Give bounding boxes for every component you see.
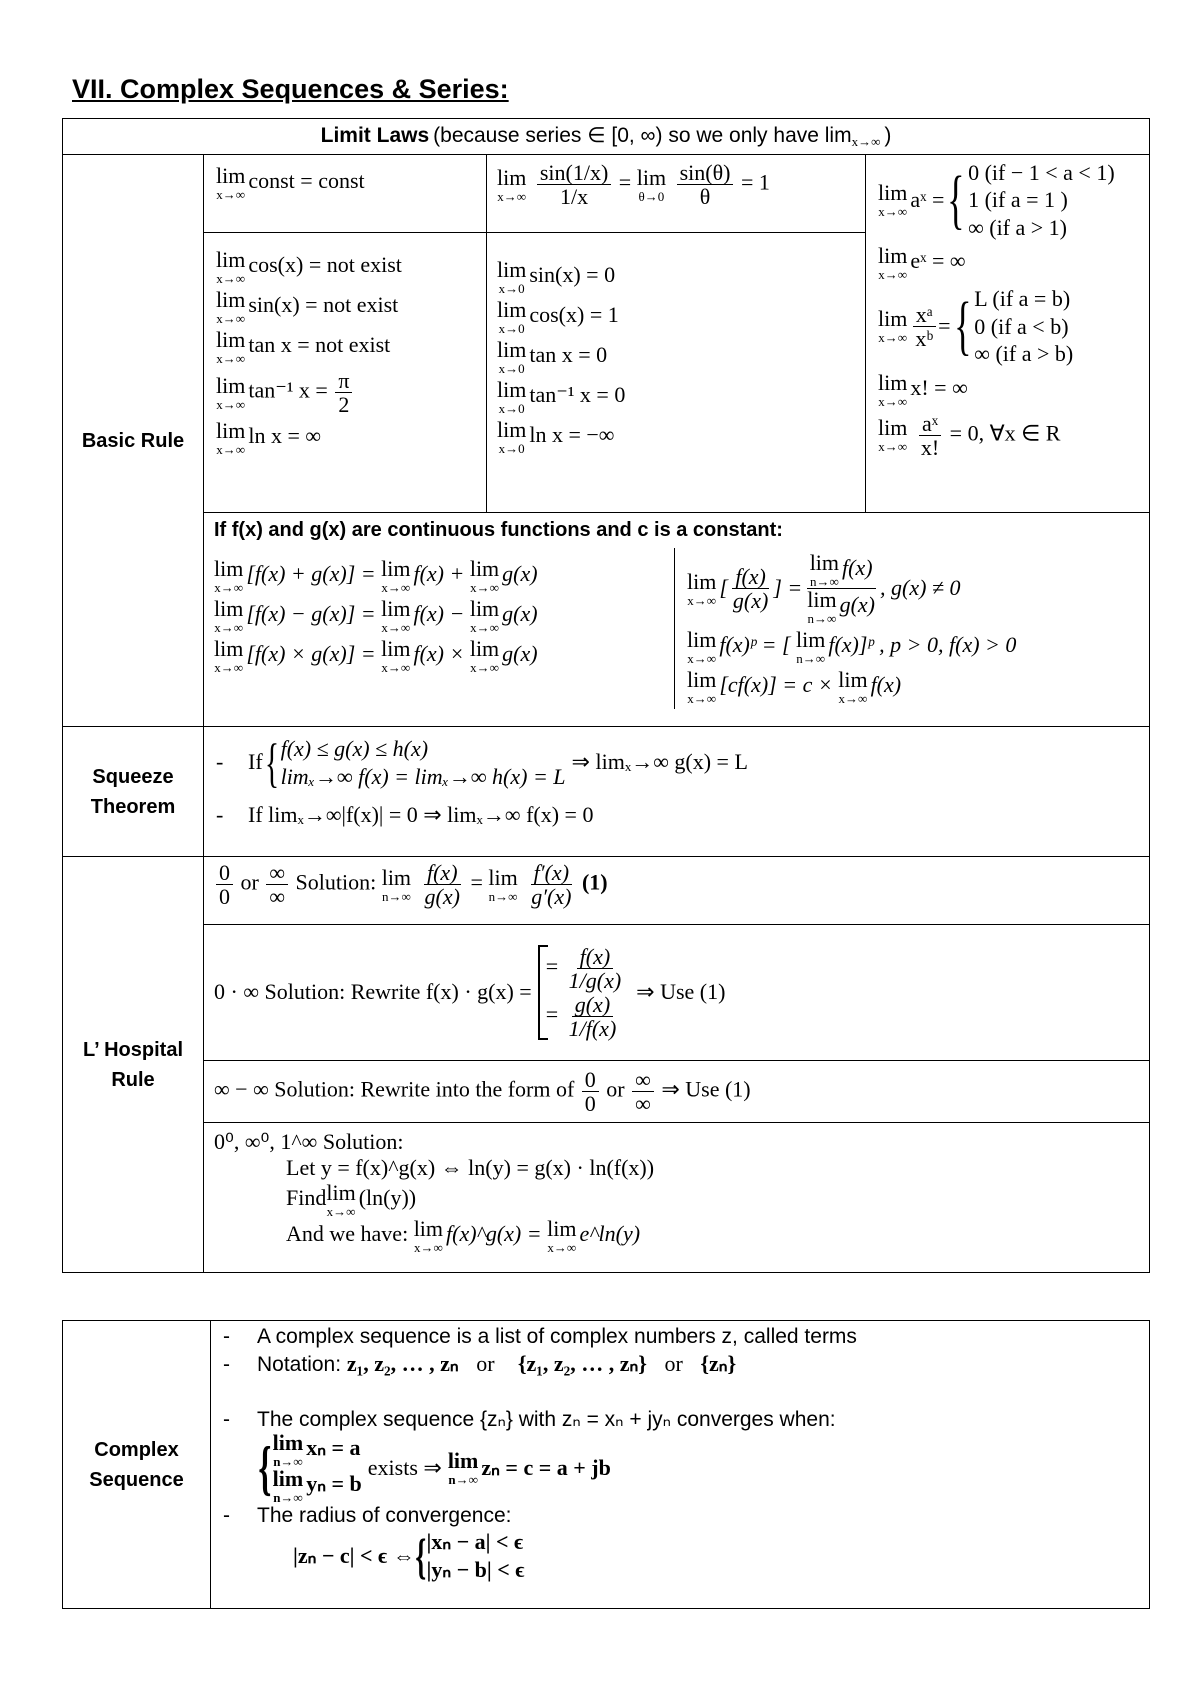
lhospital-r4: 0⁰, ∞⁰, 1^∞ Solution: Let y = f(x)^g(x) ⇔ ln(y) = g(x) · ln(f(x)) Find lim x→∞ (ln(y)) And we have: lim x→∞ f(x)^g(x) = lim x→∞ e^ln(y) <box>204 1123 1150 1273</box>
limit-laws-close: ) <box>884 124 892 148</box>
basic-r1c1: lim x→∞ const = const <box>204 155 487 233</box>
lhospital-r3: ∞ − ∞ Solution: Rewrite into the form of $\frac{0}{0}$ or $\frac{\infty}{\infty}$ ⇒ Use (1) <box>204 1061 1150 1123</box>
squeeze-content: - If { f(x) ≤ g(x) ≤ h(x) limₓ→∞ f(x) = limₓ→∞ h(x) = L ⇒ limₓ→∞ g(x) = L - If limₓ→∞|f(x)| = 0 ⇒ limₓ→∞ f(x) = 0 <box>204 727 1150 857</box>
continuous-right: lim x→∞ [ $\frac{f(x)}{g(x)}$ ] = lim n→∞ f(x) lim n→∞ g(x) , g(x) ≠ 0 lim x→∞ f(x)ᵖ = [ lim n→∞ f(x)]ᵖ , p > 0, f(x) > 0 lim x→∞ [cf(x)] = c × lim x→∞ f(x) <box>687 550 1017 706</box>
continuous-functions <box>204 513 1150 727</box>
lhospital-r2: 0 · ∞ Solution: Rewrite f(x) · g(x) = = $\frac{f(x)}{1/g(x)}$ = $\frac{g(x)}{1/f(x)}$ ⇒ Use (1) <box>204 925 1150 1061</box>
complex-sequence-label: Complex Sequence <box>63 1321 211 1609</box>
limit-laws-sub: x→∞ <box>851 134 881 150</box>
continuous-header: If f(x) and g(x) are continuous functions and c is a constant: <box>214 519 783 541</box>
lhospital-r1: $\frac{0}{0}$ or $\frac{\infty}{\infty}$ Solution: lim n→∞ $\frac{f(x)}{g(x)}$ = lim n→∞ $\frac{f'(x)}{g'(x)}$ (1) <box>204 857 1150 925</box>
limit-laws-title: Limit Laws <box>320 124 430 148</box>
lhospital-label: L’ Hospital Rule <box>63 857 204 1273</box>
page-title: VII. Complex Sequences & Series: <box>72 74 509 104</box>
basic-c1: lim x→∞ cos(x) = not exist lim x→∞ sin(x) = not exist lim x→∞ tan x = not exist lim x→∞ tan⁻¹ x = $\frac{\pi}{2}$ lim x→∞ ln x = ∞ <box>204 233 487 513</box>
complex-sequence-content: - A complex sequence is a list of complex numbers z, called terms - Notation: z₁, z₂, … , zₙ or {z₁, z₂, … , zₙ} or {zₙ} - The complex sequence {zₙ} with zₙ = xₙ + jyₙ converges when: { lim n→∞ xₙ = a lim n→∞ yₙ = b exists ⇒ lim n→∞ zₙ = c = a + jb - The radius of convergence: |zₙ − c| < ϵ ⇔ { |xₙ − a| < ϵ |yₙ − b| < ϵ <box>211 1321 1150 1609</box>
complex-def: A complex sequence is a list of complex numbers z, called terms <box>257 1325 857 1348</box>
limit-laws-table <box>62 118 1150 1273</box>
squeeze-label: Squeeze Theorem <box>63 727 204 857</box>
basic-r1c2: lim x→∞ $\frac{\sin(1/x)}{1/x}$ = lim θ→0 $\frac{\sin(\theta)}{\theta}$ = 1 <box>487 155 866 233</box>
basic-c3: lim x→∞ aˣ = { 0 (if − 1 < a < 1) 1 (if a = 1 ) ∞ (if a > 1) lim x→∞ eˣ = ∞ lim x→∞ $\frac{\text{xᵃ}}{\text{xᵇ}}$ = { L (if a = b) 0 (if a < b) ∞ (if a > b) lim x→∞ x! = ∞ lim x→∞ $\frac{\text{aˣ}}{x!}$ = 0, ∀x ∈ R <box>866 155 1150 513</box>
limit-laws-note: (because series ∈ [0, ∞) so we only have lim <box>433 124 852 148</box>
basic-c2: lim x→0 sin(x) = 0 lim x→0 cos(x) = 1 lim x→0 tan x = 0 lim x→0 tan⁻¹ x = 0 lim x→0 ln x = −∞ <box>487 233 866 513</box>
basic-rule-label: Basic Rule <box>63 155 204 727</box>
limit-laws-header <box>63 119 1150 155</box>
continuous-left: lim x→∞ [f(x) + g(x)] = lim x→∞ f(x) + lim x→∞ g(x) lim x→∞ [f(x) − g(x)] = lim x→∞ f(x) − lim x→∞ g(x) lim x→∞ [f(x) × g(x)] = lim x→∞ f(x) × lim x→∞ g(x) <box>214 548 675 709</box>
complex-sequence-table <box>62 1320 1150 1609</box>
